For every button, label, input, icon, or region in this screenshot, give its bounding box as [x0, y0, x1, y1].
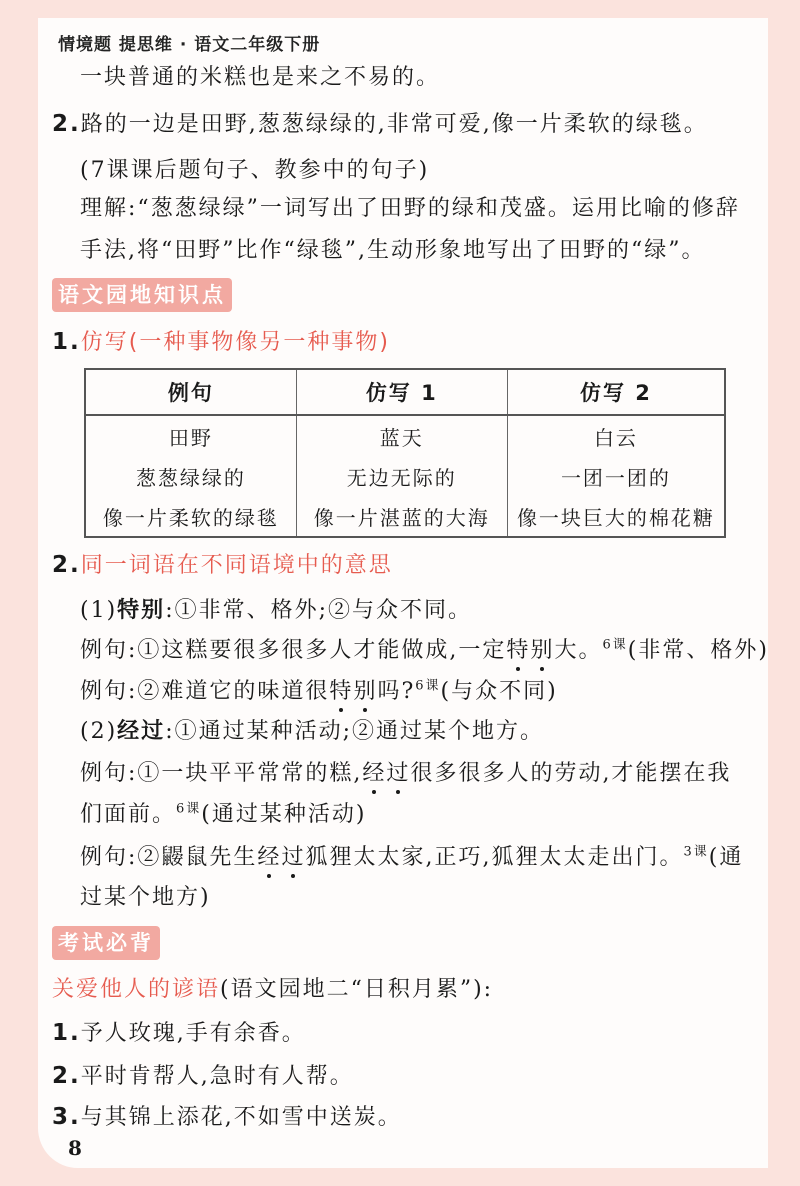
lesson-ref: 6课	[602, 637, 628, 653]
proverb-text: 予人玫瑰,手有余香。	[80, 1021, 306, 1046]
table-header: 仿写 2	[507, 369, 725, 415]
table-cell: 白云	[507, 415, 725, 456]
table-cell: 像一片柔软的绿毯	[85, 496, 296, 537]
imitation-table	[84, 368, 726, 538]
example-4-cont: 过某个地方)	[80, 885, 211, 910]
example-text: 例句:②难道它的味道很	[80, 679, 330, 704]
subsection-title: 仿写(一种事物像另一种事物)	[80, 330, 390, 355]
table-row	[85, 456, 725, 496]
section-tag-exam: 考试必背	[52, 926, 160, 960]
word-1-definition	[80, 593, 472, 624]
proverb-text: 平时肯帮人,急时有人帮。	[80, 1064, 354, 1089]
example-text: 大。	[554, 638, 603, 663]
example-text: 们面前。	[80, 802, 177, 827]
proverb-heading	[52, 972, 493, 1003]
word-index: (1)	[80, 598, 118, 623]
table-header-row	[85, 369, 725, 415]
proverb-text: 与其锦上添花,不如雪中送炭。	[80, 1105, 402, 1130]
emphasis-char: 特	[506, 638, 531, 663]
keyword: 特别	[117, 598, 166, 623]
example-text: 例句:①这糕要很多很多人才能做成,一定	[80, 638, 507, 663]
word-index: (2)	[80, 719, 118, 744]
subsection-number: 2.	[52, 552, 81, 578]
list-item	[52, 1100, 402, 1131]
section-tag-knowledge: 语文园地知识点	[52, 278, 232, 312]
table-cell: 蓝天	[296, 415, 507, 456]
emphasis-char: 过	[386, 761, 411, 786]
running-header: 情境题 提思维 · 语文二年级下册	[58, 35, 321, 55]
list-number: 3.	[52, 1104, 81, 1130]
example-3	[80, 756, 731, 787]
example-text: 很多很多人的劳动,才能摆在我	[410, 761, 732, 786]
item-number: 2.	[52, 111, 81, 137]
example-3-cont	[80, 797, 366, 828]
list-number: 2.	[52, 1063, 81, 1089]
subsection-title: 同一词语在不同语境中的意思	[80, 553, 393, 578]
emphasis-char: 经	[257, 845, 282, 870]
word-2-definition	[80, 714, 544, 745]
emphasis-char: 经	[362, 761, 387, 786]
item-2-source: (7课课后题句子、教参中的句子)	[80, 158, 430, 183]
subsection-number: 1.	[52, 329, 81, 355]
meaning-note: (非常、格外)	[627, 638, 769, 663]
example-text: 例句:①一块平平常常的糕,	[80, 761, 363, 786]
definition: :①通过某种活动;②通过某个地方。	[165, 719, 545, 744]
example-text: 吗?	[377, 679, 416, 704]
table-cell: 葱葱绿绿的	[85, 456, 296, 496]
item-2-explain-1: 理解:“葱葱绿绿”一词写出了田野的绿和茂盛。运用比喻的修辞	[80, 196, 740, 221]
example-text: 例句:②鼹鼠先生	[80, 845, 258, 870]
proverb-heading-source: (语文园地二“日积月累”):	[220, 977, 494, 1002]
example-4	[80, 840, 743, 871]
table-header: 例句	[85, 369, 296, 415]
proverb-heading-title: 关爱他人的谚语	[52, 977, 221, 1002]
table-cell: 一团一团的	[507, 456, 725, 496]
list-item	[52, 1016, 306, 1047]
table-cell: 田野	[85, 415, 296, 456]
example-1	[80, 633, 769, 664]
table-cell: 无边无际的	[296, 456, 507, 496]
emphasis-char: 过	[281, 845, 306, 870]
lesson-ref: 6课	[415, 678, 441, 694]
table-header: 仿写 1	[296, 369, 507, 415]
meaning-note: (与众不同)	[440, 679, 558, 704]
lesson-ref: 6课	[176, 801, 202, 817]
meaning-note: (通	[708, 845, 744, 870]
table-cell: 像一片湛蓝的大海	[296, 496, 507, 537]
item-2-sentence	[52, 107, 708, 138]
table-row	[85, 496, 725, 537]
subsection-1-title	[52, 325, 390, 356]
example-text: 狐狸太太家,正巧,狐狸太太走出门。	[305, 845, 684, 870]
example-2	[80, 674, 558, 705]
emphasis-char: 别	[353, 679, 378, 704]
list-item	[52, 1059, 354, 1090]
page-number: 8	[68, 1136, 82, 1160]
emphasis-char: 特	[329, 679, 354, 704]
emphasis-char: 别	[530, 638, 555, 663]
intro-line: 一块普通的米糕也是来之不易的。	[80, 65, 441, 90]
table-cell: 像一块巨大的棉花糖	[507, 496, 725, 537]
lesson-ref: 3课	[683, 844, 709, 860]
item-2-explain-2: 手法,将“田野”比作“绿毯”,生动形象地写出了田野的“绿”。	[80, 238, 706, 263]
meaning-note: (通过某种活动)	[201, 802, 367, 827]
keyword: 经过	[117, 719, 166, 744]
table-row	[85, 415, 725, 456]
item-text: 路的一边是田野,葱葱绿绿的,非常可爱,像一片柔软的绿毯。	[80, 112, 708, 137]
subsection-2-title	[52, 548, 393, 579]
list-number: 1.	[52, 1020, 81, 1046]
definition: :①非常、格外;②与众不同。	[165, 598, 473, 623]
